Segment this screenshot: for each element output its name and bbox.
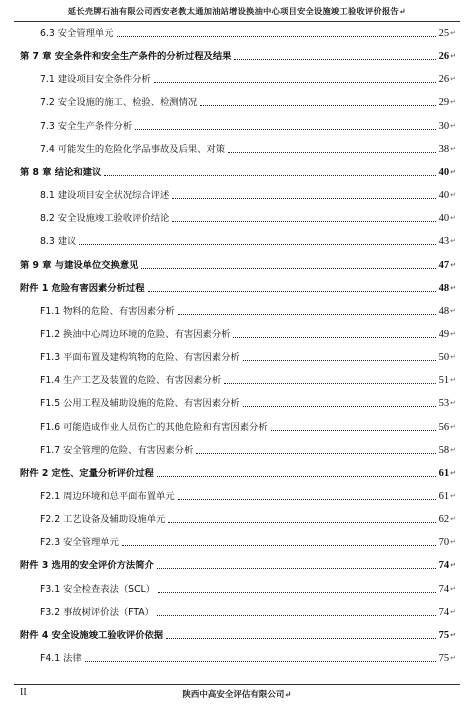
toc-page-number: 26 <box>438 51 450 63</box>
toc-page-number: 29 <box>438 97 450 109</box>
footer-return-mark: ↵ <box>284 690 292 700</box>
toc-entry[interactable] <box>20 443 456 457</box>
toc-leader-dots <box>200 105 435 106</box>
toc-entry[interactable] <box>20 72 456 86</box>
toc-entry-title: F1.2 换油中心周边环境的危险、有害因素分析 <box>40 328 231 340</box>
toc-entry-title: 附件 3 选用的安全评价方法简介 <box>20 560 154 572</box>
toc-page-number: 58 <box>438 444 450 456</box>
toc-leader-dots <box>79 244 435 245</box>
toc-entry[interactable] <box>20 95 456 109</box>
toc-return-mark: ↵ <box>450 167 456 176</box>
toc-return-mark: ↵ <box>450 214 456 223</box>
toc-page-number: 26 <box>438 74 450 86</box>
toc-leader-dots <box>157 615 436 616</box>
toc-entry-title: 7.4 可能发生的危险化学品事故及后果、对策 <box>40 143 226 155</box>
toc-entry[interactable] <box>20 420 456 434</box>
toc-page-number: 38 <box>438 143 450 155</box>
toc-page-number: 25 <box>438 28 450 39</box>
toc-entry-title: F1.1 物料的危险、有害因素分析 <box>40 305 175 317</box>
toc-return-mark: ↵ <box>450 515 456 524</box>
toc-leader-dots <box>243 406 436 407</box>
toc-entry[interactable] <box>20 304 456 318</box>
toc-page-number: 75 <box>438 653 450 665</box>
toc-leader-dots <box>135 129 436 130</box>
toc-return-mark: ↵ <box>450 121 456 130</box>
toc-leader-dots <box>157 476 436 477</box>
toc-page-number: 53 <box>438 398 450 410</box>
toc-leader-dots <box>178 499 436 500</box>
toc-leader-dots <box>178 314 436 315</box>
toc-return-mark: ↵ <box>450 584 456 593</box>
toc-return-mark: ↵ <box>450 654 456 663</box>
toc-leader-dots <box>158 592 436 593</box>
footer-page-number: II <box>20 687 27 698</box>
header-divider <box>14 21 460 22</box>
toc-entry[interactable] <box>20 396 456 410</box>
toc-return-mark: ↵ <box>450 630 456 639</box>
toc-return-mark: ↵ <box>450 98 456 107</box>
toc-leader-dots <box>141 268 435 269</box>
toc-entry[interactable] <box>20 373 456 387</box>
toc-return-mark: ↵ <box>450 607 456 616</box>
toc-page-number: 56 <box>438 421 450 433</box>
toc-entry[interactable] <box>20 558 456 572</box>
toc-entry[interactable] <box>20 49 456 63</box>
toc-page-number: 40 <box>438 213 450 225</box>
toc-leader-dots <box>172 198 435 199</box>
toc-return-mark: ↵ <box>450 561 456 570</box>
toc-return-mark: ↵ <box>450 283 456 292</box>
toc-entry-title: F1.5 公用工程及辅助设施的危险、有害因素分析 <box>40 398 240 410</box>
toc-leader-dots <box>122 545 436 546</box>
toc-return-mark: ↵ <box>450 52 456 61</box>
toc-entry-title: 8.3 建议 <box>40 236 77 248</box>
toc-entry[interactable] <box>20 211 456 225</box>
toc-return-mark: ↵ <box>450 399 456 408</box>
toc-entry[interactable] <box>20 582 456 596</box>
toc-entry[interactable] <box>20 628 456 642</box>
toc-entry[interactable] <box>20 142 456 156</box>
toc-page-number: 48 <box>438 305 450 317</box>
toc-entry-title: 7.2 安全设施的施工、检验、检测情况 <box>40 97 198 109</box>
toc-return-mark: ↵ <box>450 191 456 200</box>
toc-entry-title: 附件 2 定性、定量分析评价过程 <box>20 467 154 479</box>
footer-organization <box>0 688 474 700</box>
toc-leader-dots <box>154 82 436 83</box>
toc-page-number: 61 <box>438 467 450 479</box>
toc-leader-dots <box>172 221 435 222</box>
toc-return-mark: ↵ <box>450 237 456 246</box>
toc-entry[interactable] <box>20 258 456 272</box>
toc-leader-dots <box>196 453 435 454</box>
toc-return-mark: ↵ <box>450 260 456 269</box>
toc-leader-dots <box>233 337 435 338</box>
toc-page-number: 50 <box>438 352 450 364</box>
toc-entry-title: 7.1 建设项目安全条件分析 <box>40 74 151 86</box>
toc-return-mark: ↵ <box>450 75 456 84</box>
toc-entry[interactable] <box>20 512 456 526</box>
toc-return-mark: ↵ <box>450 376 456 385</box>
toc-entry-title: F2.3 安全管理单元 <box>40 537 119 549</box>
toc-entry-title: 8.1 建设项目安全状况综合评述 <box>40 190 170 202</box>
toc-page-number: 43 <box>438 236 450 248</box>
toc-entry-title: 6.3 安全管理单元 <box>40 28 114 39</box>
toc-page-number: 61 <box>438 491 450 502</box>
toc-entry-title: F1.3 平面布置及建构筑物的危险、有害因素分析 <box>40 352 240 364</box>
toc-page-number: 70 <box>438 537 450 549</box>
toc-page-number: 30 <box>438 120 450 132</box>
toc-page-number: 49 <box>438 328 450 340</box>
toc-return-mark: ↵ <box>450 492 456 500</box>
toc-leader-dots <box>271 430 436 431</box>
toc-entry-title: 第 9 章 与建设单位交换意见 <box>20 259 139 271</box>
header-title: 延长壳牌石油有限公司西安老教太通加油站增设换油中心项目安全设施竣工验收评价报告 <box>67 6 399 16</box>
toc-entry-title: F2.2 工艺设备及辅助设施单元 <box>40 514 166 526</box>
toc-return-mark: ↵ <box>450 144 456 153</box>
toc-entry-title: 7.3 安全生产条件分析 <box>40 120 133 132</box>
toc-page-number: 75 <box>438 629 450 641</box>
toc-entry-title: F1.7 安全管理的危险、有害因素分析 <box>40 444 194 456</box>
toc-page-number: 51 <box>438 375 450 387</box>
toc-entry[interactable] <box>20 165 456 179</box>
toc-entry[interactable] <box>20 350 456 364</box>
toc-leader-dots <box>228 152 436 153</box>
toc-entry[interactable] <box>20 26 456 40</box>
toc-entry[interactable] <box>20 188 456 202</box>
toc-entry-title: F3.2 事故树评价法（FTA） <box>40 606 154 618</box>
toc-leader-dots <box>224 383 435 384</box>
toc-return-mark: ↵ <box>450 306 456 315</box>
footer-divider <box>14 684 460 685</box>
toc-entry-title: F2.1 周边环境和总平面布置单元 <box>40 491 175 502</box>
footer-org-name: 陕西中高安全评估有限公司 <box>182 690 285 700</box>
toc-return-mark: ↵ <box>450 445 456 454</box>
toc-entry-title: F4.1 法律 <box>40 653 82 665</box>
toc-return-mark: ↵ <box>450 422 456 431</box>
toc-entry[interactable] <box>20 234 456 248</box>
toc-entry[interactable] <box>20 535 456 549</box>
toc-return-mark: ↵ <box>450 329 456 338</box>
toc-entry-title: 8.2 安全设施竣工验收评价结论 <box>40 213 170 225</box>
toc-entry-title: 第 8 章 结论和建议 <box>20 166 102 178</box>
toc-leader-dots <box>157 568 436 569</box>
toc-return-mark: ↵ <box>450 29 456 37</box>
toc-entry[interactable] <box>20 466 456 480</box>
running-header <box>14 6 460 20</box>
toc-entry[interactable] <box>20 489 456 503</box>
toc-leader-dots <box>168 522 435 523</box>
toc-entry-title: F1.6 可能造成作业人员伤亡的其他危险和有害因素分析 <box>40 421 268 433</box>
toc-page-number: 74 <box>438 583 450 595</box>
toc-entry[interactable] <box>20 605 456 619</box>
toc-page-number: 48 <box>438 282 450 294</box>
toc-return-mark: ↵ <box>450 538 456 547</box>
toc-leader-dots <box>85 661 436 662</box>
toc-entry[interactable] <box>20 327 456 341</box>
toc-entry-title: 第 7 章 安全条件和安全生产条件的分析过程及结果 <box>20 51 232 63</box>
toc-return-mark: ↵ <box>450 468 456 477</box>
header-return-mark: ↵ <box>398 6 407 16</box>
toc-entry-title: F1.4 生产工艺及装置的危险、有害因素分析 <box>40 375 222 387</box>
toc-page-number: 47 <box>438 259 450 271</box>
toc-page-number: 62 <box>438 514 450 526</box>
toc-leader-dots <box>117 36 436 37</box>
toc-entry-title: F3.1 安全检查表法（SCL） <box>40 583 156 595</box>
toc-page-number: 40 <box>438 166 450 178</box>
toc-page-number: 40 <box>438 190 450 202</box>
toc-entry-title: 附件 1 危险有害因素分析过程 <box>20 282 145 294</box>
toc-leader-dots <box>104 175 435 176</box>
toc-entry[interactable] <box>20 119 456 133</box>
toc-leader-dots <box>234 59 435 60</box>
toc-entry[interactable] <box>20 281 456 295</box>
toc-leader-dots <box>148 291 436 292</box>
toc-return-mark: ↵ <box>450 353 456 362</box>
toc-leader-dots <box>166 638 436 639</box>
toc-leader-dots <box>243 360 436 361</box>
toc-entry[interactable] <box>20 651 456 665</box>
toc-page-number: 74 <box>438 606 450 618</box>
toc-entry-title: 附件 4 安全设施竣工验收评价依据 <box>20 629 164 641</box>
toc-page-number: 74 <box>438 560 450 572</box>
